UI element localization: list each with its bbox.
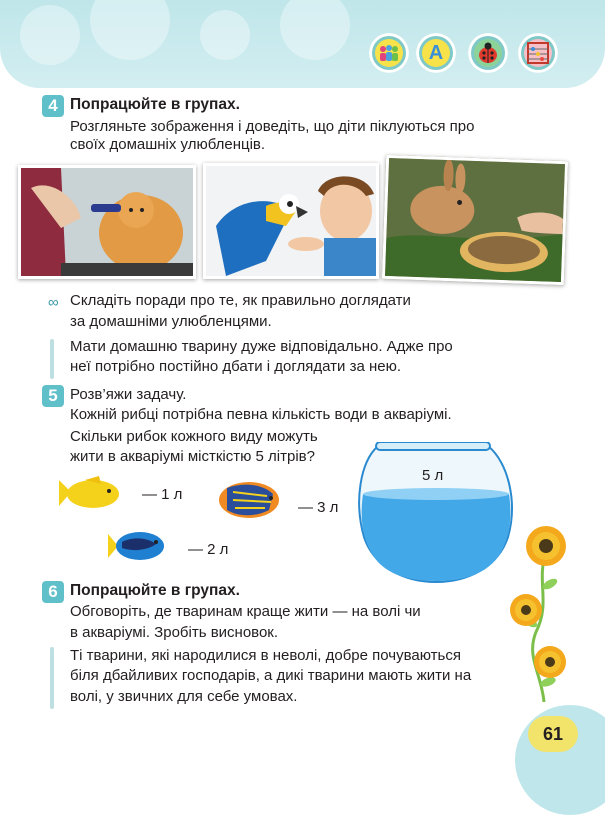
fish-1-volume: — 1 л xyxy=(142,486,183,503)
task-6-note-line-2: біля дбайливих господарів, а дикі тварини мають жити на xyxy=(70,667,472,684)
parrot-photo xyxy=(203,163,379,279)
task-6-title: Попрацюйте в групах. xyxy=(70,582,240,599)
aquarium-volume-label: 5 л xyxy=(422,467,444,484)
note-bar xyxy=(50,339,54,379)
angelfish-icon xyxy=(213,478,285,522)
rabbit-photo xyxy=(382,155,568,285)
task-5-number: 5 xyxy=(42,385,64,407)
flowers-decoration xyxy=(506,522,586,712)
task-6-text-line-2: в акваріумі. Зробіть висновок. xyxy=(70,624,279,641)
infinity-bullet-icon: ∞ xyxy=(48,294,59,311)
task-4-number: 4 xyxy=(42,95,64,117)
header-band xyxy=(0,0,605,88)
blue-tang-fish-icon xyxy=(104,526,168,566)
aquarium-bowl xyxy=(358,442,514,584)
abacus-icon xyxy=(518,33,558,73)
task-5-text-line-3: жити в акваріумі місткістю 5 літрів? xyxy=(70,448,315,465)
fish-3-volume: — 2 л xyxy=(188,541,229,558)
group-work-icon xyxy=(369,33,409,73)
task-6-note-line-3: волі, у звичних для себе умовах. xyxy=(70,688,298,705)
note-bar xyxy=(50,647,54,709)
task-4-note-line-1: Мати домашню тварину дуже відповідально. Адже про xyxy=(70,338,453,355)
yellow-fish-icon xyxy=(55,474,123,512)
task-5-title: Розв’яжи задачу. xyxy=(70,386,187,403)
task-4-bullet-line-1: Складіть поради про те, як правильно доглядати xyxy=(70,292,411,309)
task-5-text-line-1: Кожній рибці потрібна певна кількість води в акваріумі. xyxy=(70,406,452,423)
task-6-note-line-1: Ті тварини, які народилися в неволі, добре почуваються xyxy=(70,647,461,664)
task-4-title: Попрацюйте в групах. xyxy=(70,96,240,113)
task-4-note-line-2: неї потрібно постійно дбати і доглядати за нею. xyxy=(70,358,402,375)
task-6-number: 6 xyxy=(42,581,64,603)
task-4-text-line-1: Розгляньте зображення і доведіть, що діти піклуються про xyxy=(70,118,475,135)
task-6-text-line-1: Обговоріть, де тваринам краще жити — на волі чи xyxy=(70,603,421,620)
ladybug-icon xyxy=(468,33,508,73)
task-5-text-line-2: Скільки рибок кожного виду можуть xyxy=(70,428,318,445)
letter-a-icon: A xyxy=(416,33,456,73)
fish-2-volume: — 3 л xyxy=(298,499,339,516)
task-4-bullet-line-2: за домашніми улюбленцями. xyxy=(70,313,272,330)
task-4-text-line-2: своїх домашніх улюбленців. xyxy=(70,136,266,153)
dog-grooming-photo xyxy=(18,165,196,279)
page-number: 61 xyxy=(528,716,578,752)
